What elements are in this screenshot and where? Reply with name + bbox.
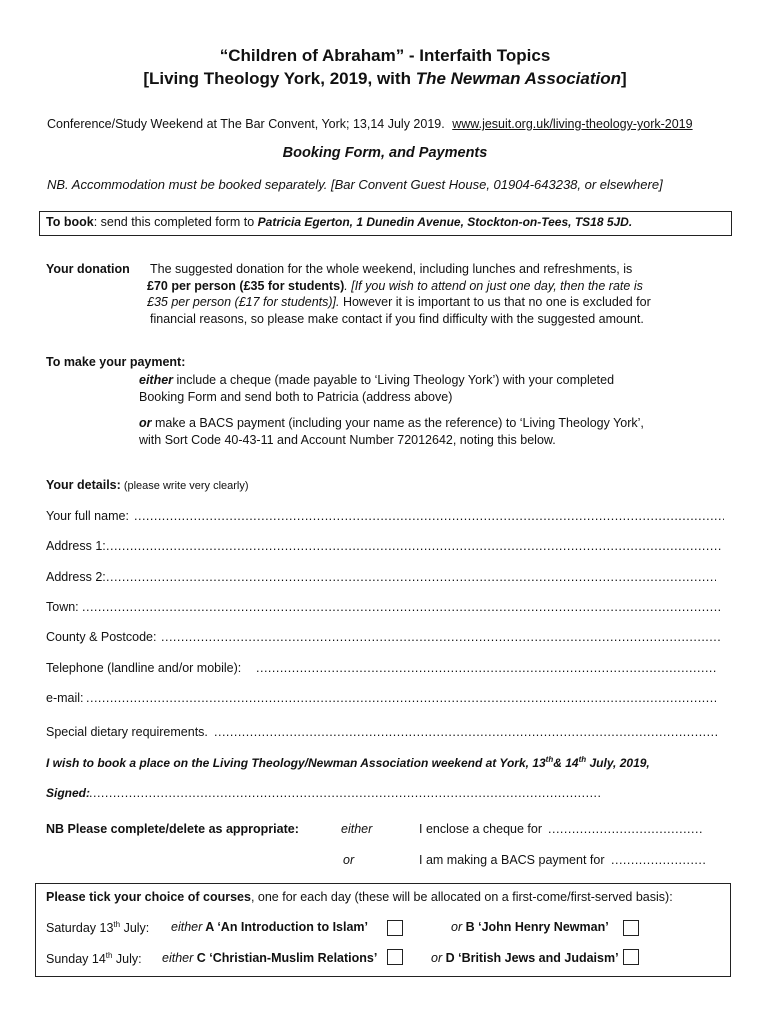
donation-rate: £70 per person (£35 for students): [147, 279, 345, 293]
details-heading: [46, 478, 249, 492]
full-name-label: Your full name:: [46, 509, 129, 523]
town-label: Town:: [46, 600, 79, 614]
donation-line-3-rest: However it is important to us that no one is excluded for: [339, 295, 651, 309]
donation-line-4: financial reasons, so please make contact if you find difficulty with the suggested amount.: [150, 312, 644, 326]
course-c-checkbox[interactable]: [387, 949, 403, 965]
page-title: [0, 46, 770, 66]
booking-statement-suffix: July, 2019,: [586, 756, 650, 770]
booking-statement-prefix: I wish to book a place on the Living Theology/Newman Association weekend at York, 13: [46, 756, 546, 770]
donation-oneday-note: . [If you wish to attend on just one day, then the rate is: [344, 279, 643, 293]
course-c-either: either: [162, 951, 194, 965]
donation-line-1: The suggested donation for the whole weekend, including lunches and refreshments, is: [150, 262, 633, 276]
payment-or-line-2: with Sort Code 40-43-11 and Account Number 72012642, noting this below.: [139, 433, 556, 447]
donation-line-3: [147, 295, 651, 309]
donation-label: Your donation: [46, 262, 130, 276]
to-book-line: [46, 215, 632, 229]
saturday-suffix: July:: [120, 921, 150, 936]
signed-label: Signed:: [46, 786, 91, 800]
either-word: either: [139, 373, 174, 387]
full-name-field[interactable]: [134, 509, 724, 523]
courses-heading-bold: Please tick your choice of courses: [46, 890, 251, 904]
cheque-text: I enclose a cheque for: [419, 822, 542, 836]
course-a-checkbox[interactable]: [387, 920, 403, 936]
address1-field[interactable]: [106, 539, 722, 553]
saturday-label: [46, 920, 149, 935]
bacs-text: I am making a BACS payment for: [419, 853, 605, 867]
cheque-amount-field[interactable]: [548, 822, 702, 836]
either-text: include a cheque (made payable to ‘Living Theology York’) with your completed: [173, 373, 615, 387]
course-a-option: [171, 920, 368, 934]
bacs-amount-field[interactable]: [611, 853, 707, 867]
course-b-checkbox[interactable]: [623, 920, 639, 936]
bacs-or-word: or: [343, 853, 355, 867]
course-c-label: C ‘Christian-Muslim Relations’: [193, 951, 378, 965]
email-field[interactable]: [86, 691, 716, 705]
course-b-option: [451, 920, 609, 934]
subtitle-suffix: ]: [621, 69, 627, 88]
conference-link[interactable]: www.jesuit.org.uk/living-theology-york-2019: [452, 117, 693, 131]
subtitle-italic: The Newman Association: [415, 69, 621, 88]
to-book-address: Patricia Egerton, 1 Dunedin Avenue, Stockton-on-Tees, TS18 5JD.: [257, 215, 633, 229]
course-a-either: either: [171, 920, 203, 934]
payment-or-line-1: [139, 416, 644, 430]
booking-statement-mid: & 14: [553, 756, 579, 770]
address1-label: Address 1:: [46, 539, 106, 553]
course-d-checkbox[interactable]: [623, 949, 639, 965]
booking-statement: [46, 755, 650, 770]
course-b-label: B ‘John Henry Newman’: [462, 920, 609, 934]
course-a-label: A ‘An Introduction to Islam’: [202, 920, 369, 934]
payment-either-line-2: Booking Form and send both to Patricia (address above): [139, 390, 453, 404]
courses-heading: [46, 890, 673, 904]
sunday-day: Sunday 14: [46, 952, 106, 967]
courses-heading-rest: , one for each day (these will be allocated on a first-come/first-served basis):: [250, 890, 673, 904]
county-postcode-label: County & Postcode:: [46, 630, 157, 644]
course-d-label: D ‘British Jews and Judaism’: [442, 951, 619, 965]
to-book-text: : send this completed form to: [93, 215, 258, 229]
page-subtitle: [0, 69, 770, 89]
booking-sup-1: th: [545, 755, 554, 764]
accommodation-note: NB. Accommodation must be booked separately. [Bar Convent Guest House, 01904-643238, or elsewhere]: [47, 177, 663, 192]
sunday-sup: th: [105, 951, 113, 960]
address2-label: Address 2:: [46, 570, 106, 584]
to-book-label: To book: [46, 215, 94, 229]
address2-field[interactable]: [106, 570, 716, 584]
sunday-label: [46, 951, 142, 966]
title-line-1: “Children of Abraham” - Interfaith Topics: [219, 46, 551, 65]
booking-sup-2: th: [578, 755, 587, 764]
course-d-or: or: [431, 951, 443, 965]
telephone-label: Telephone (landline and/or mobile):: [46, 661, 242, 675]
or-text: make a BACS payment (including your name as the reference) to ‘Living Theology York’,: [151, 416, 644, 430]
email-label: e-mail:: [46, 691, 84, 705]
course-d-option: [431, 951, 619, 965]
town-field[interactable]: [82, 600, 722, 614]
county-postcode-field[interactable]: [161, 630, 721, 644]
donation-oneday-rate: £35 per person (£17 for students)].: [147, 295, 340, 309]
details-note: (please write very clearly): [120, 480, 249, 492]
cheque-either-word: either: [341, 822, 373, 836]
nb-complete-label: NB Please complete/delete as appropriate:: [46, 822, 299, 836]
dietary-label: Special dietary requirements.: [46, 725, 208, 739]
or-word: or: [139, 416, 152, 430]
subtitle-prefix: [Living Theology York, 2019, with: [143, 69, 416, 88]
form-title: Booking Form, and Payments: [282, 145, 488, 161]
donation-line-2: [147, 279, 643, 293]
course-c-option: [162, 951, 377, 965]
payment-either-line-1: [139, 373, 614, 387]
signature-field[interactable]: [89, 786, 601, 800]
saturday-sup: th: [113, 920, 121, 929]
signed-text: Signed: [46, 786, 87, 800]
payment-label: To make your payment:: [46, 355, 186, 369]
conference-line: [47, 117, 693, 131]
sunday-suffix: July:: [112, 952, 142, 967]
telephone-field[interactable]: [256, 661, 716, 675]
details-label: Your details:: [46, 478, 121, 492]
saturday-day: Saturday 13: [46, 921, 114, 936]
course-b-or: or: [451, 920, 463, 934]
conference-text: Conference/Study Weekend at The Bar Convent, York; 13,14 July 2019.: [47, 117, 445, 131]
dietary-field[interactable]: [214, 725, 718, 739]
